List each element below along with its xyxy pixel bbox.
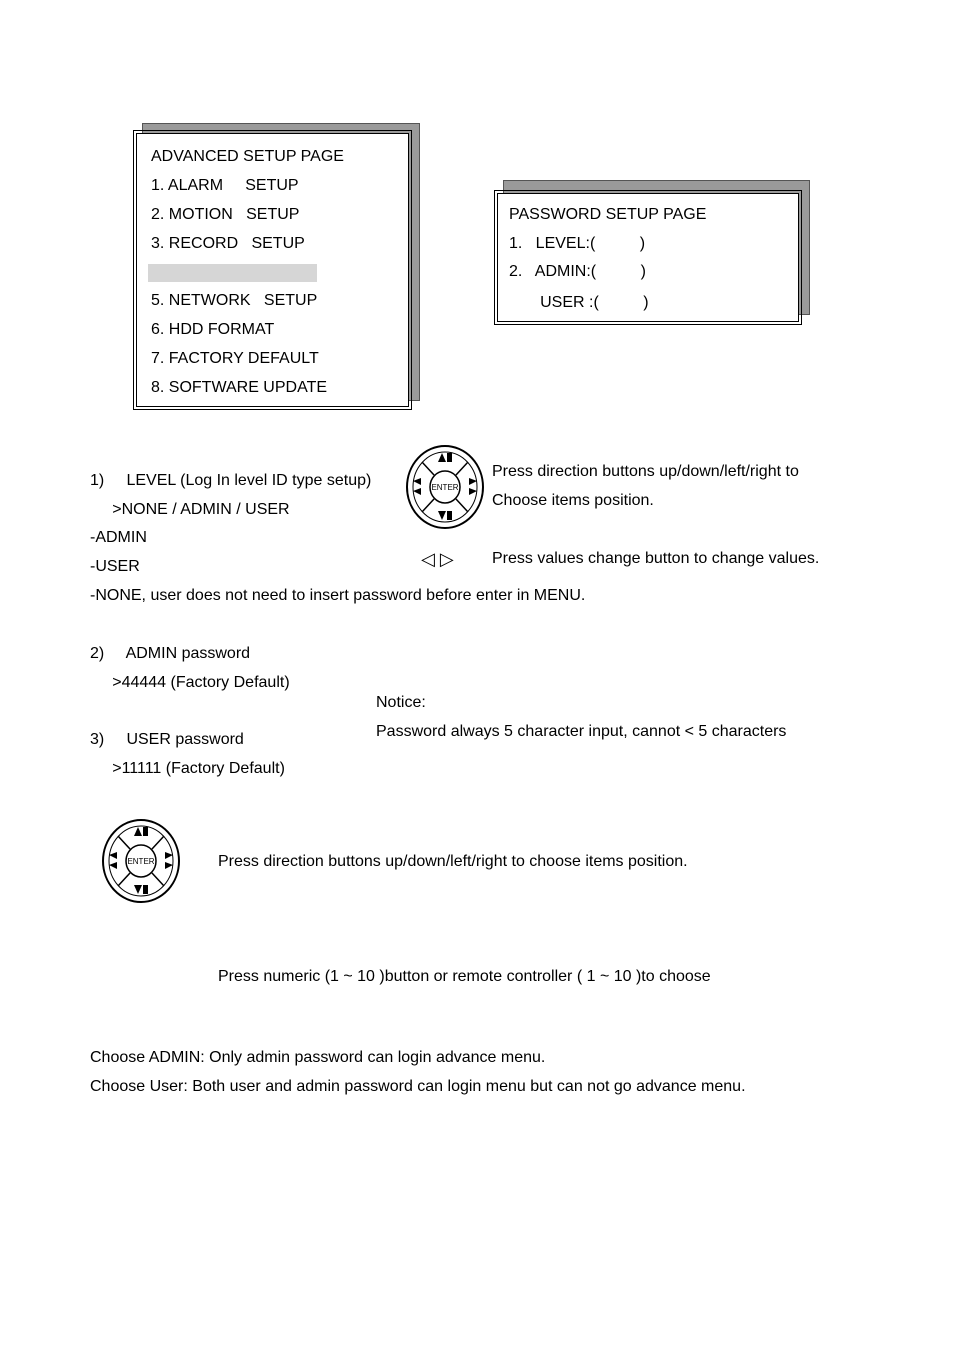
menu-item-network[interactable]: 5. NETWORK SETUP [151, 292, 318, 309]
menu-item-record[interactable]: 3. RECORD SETUP [151, 235, 305, 252]
direction-note-line2: Choose items position. [492, 492, 654, 509]
choose-admin-note: Choose ADMIN: Only admin password can login advance menu. [90, 1049, 546, 1066]
bottom-numeric-note: Press numeric (1 ~ 10 )button or remote controller ( 1 ~ 10 )to choose [218, 968, 711, 985]
menu-item-hdd-format[interactable]: 6. HDD FORMAT [151, 321, 275, 338]
admin-password-heading: 2) ADMIN password [90, 645, 251, 662]
menu-item-alarm[interactable]: 1. ALARM SETUP [151, 177, 299, 194]
admin-password-default: >44444 (Factory Default) [90, 674, 290, 691]
values-change-note: Press values change button to change values. [492, 550, 820, 567]
password-item-admin[interactable]: 2. ADMIN:( ) [509, 263, 646, 280]
menu-item-factory-default[interactable]: 7. FACTORY DEFAULT [151, 350, 319, 367]
password-item-level[interactable]: 1. LEVEL:( ) [509, 235, 646, 252]
menu-item-software-update[interactable]: 8. SOFTWARE UPDATE [151, 379, 328, 396]
menu-item-motion[interactable]: 2. MOTION SETUP [151, 206, 300, 223]
advanced-menu [136, 133, 409, 407]
level-heading: 1) LEVEL (Log In level ID type setup) [90, 472, 372, 489]
svg-text:ENTER: ENTER [127, 857, 155, 866]
direction-pad-icon [404, 444, 486, 530]
direction-pad-icon-bottom [100, 818, 182, 904]
bottom-direction-note: Press direction buttons up/down/left/right to choose items position. [218, 853, 688, 870]
level-none: -NONE, user does not need to insert password before enter in MENU. [90, 587, 586, 604]
user-password-default: >11111 (Factory Default) [90, 760, 285, 777]
level-options: >NONE / ADMIN / USER [90, 501, 290, 518]
password-menu [497, 193, 799, 322]
notice-title: Notice: [376, 694, 426, 711]
password-item-user[interactable]: USER :( ) [509, 294, 649, 311]
user-password-heading: 3) USER password [90, 731, 244, 748]
svg-text:ENTER: ENTER [431, 483, 459, 492]
notice-text: Password always 5 character input, cannot < 5 characters [376, 723, 787, 740]
left-right-triangle-icons: ◁ ▷ [421, 549, 454, 569]
advanced-menu-title: ADVANCED SETUP PAGE [151, 148, 344, 165]
level-user: -USER [90, 558, 140, 575]
level-admin: -ADMIN [90, 529, 147, 546]
direction-note-line1: Press direction buttons up/down/left/right to [492, 463, 799, 480]
choose-user-note: Choose User: Both user and admin password can login menu but can not go advance menu. [90, 1078, 746, 1095]
password-menu-title: PASSWORD SETUP PAGE [509, 206, 707, 223]
menu-item-selected-highlight[interactable] [148, 264, 317, 282]
